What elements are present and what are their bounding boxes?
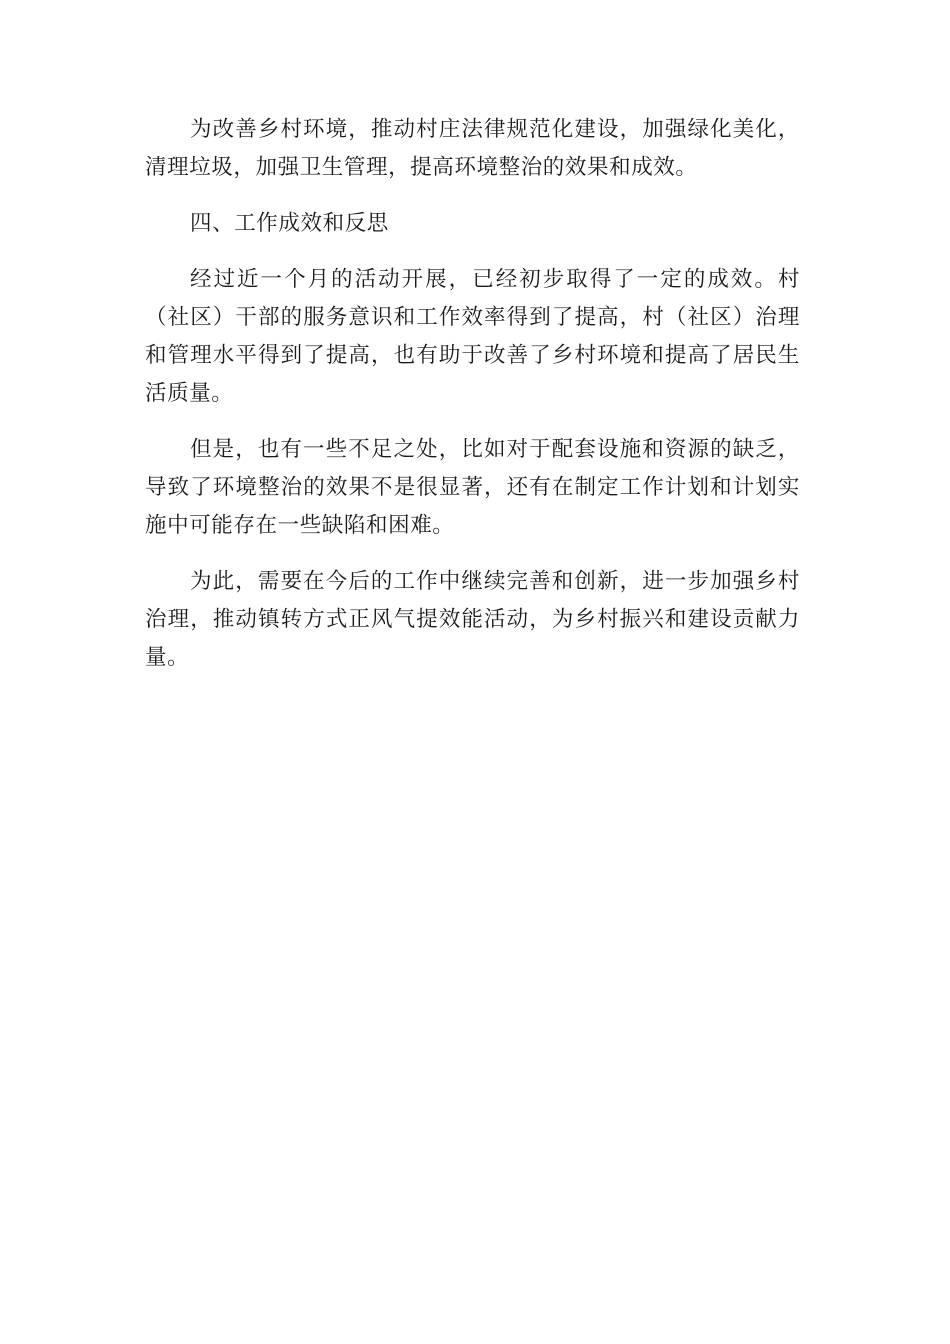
- paragraph-environment: 为改善乡村环境，推动村庄法律规范化建设，加强绿化美化，清理垃圾，加强卫生管理，提高环境整治的效果和成效。: [145, 117, 800, 180]
- section-heading-results: 四、工作成效和反思: [190, 211, 389, 236]
- paragraph-outlook: 为此，需要在今后的工作中继续完善和创新，进一步加强乡村治理，推动镇转方式正风气提效能活动，为乡村振兴和建设贡献力量。: [145, 569, 800, 670]
- paragraph-shortcomings: 但是，也有一些不足之处，比如对于配套设施和资源的缺乏，导致了环境整治的效果不是很显著，还有在制定工作计划和计划实施中可能存在一些缺陷和困难。: [145, 437, 800, 538]
- document-body: [145, 111, 800, 695]
- paragraph-results: 经过近一个月的活动开展，已经初步取得了一定的成效。村（社区）干部的服务意识和工作效率得到了提高，村（社区）治理和管理水平得到了提高，也有助于改善了乡村环境和提高了居民生活质量。: [145, 267, 800, 406]
